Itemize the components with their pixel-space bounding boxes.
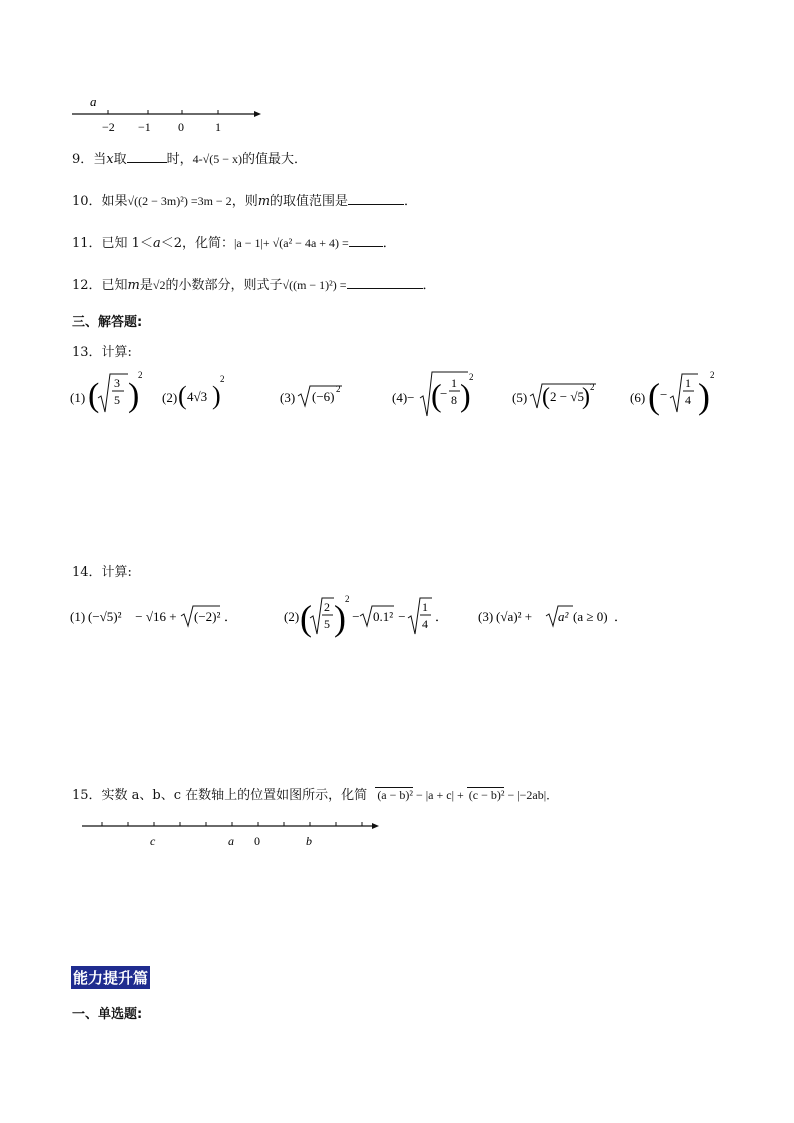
frac-num: 3 (114, 376, 120, 390)
p2-c: 0.1² (373, 609, 394, 624)
svg-text:−: − (440, 386, 448, 401)
item-index: (3) (478, 609, 494, 624)
question-10 (72, 190, 417, 209)
exponent: 2 (220, 374, 225, 384)
item-5-expr: 2 − √5 (550, 389, 584, 404)
svg-text:): ) (698, 376, 710, 416)
q9-tail: 的值最大． (242, 152, 308, 167)
q10-end: ． (404, 194, 418, 209)
q9-mid: 取 (113, 152, 127, 167)
number-line-top (68, 92, 268, 134)
axis-label-c: c (150, 834, 156, 848)
frac-num: 1 (422, 600, 428, 614)
frac-den: 5 (324, 617, 330, 631)
q10-tail: 的取值范围是 (270, 194, 349, 209)
q15-expr-b: − |a + c| + (413, 788, 467, 802)
answer-blank[interactable] (349, 234, 383, 247)
question-15 (72, 784, 558, 803)
q15-expr-d: − |−2ab|． (504, 788, 559, 802)
section-banner: 能力提升篇 (71, 966, 150, 989)
answer-blank[interactable] (127, 150, 167, 163)
q10-expression: √((2 − 3m)²) =3m − 2 (127, 194, 232, 208)
svg-text:(: ( (178, 381, 187, 410)
frac-den: 4 (685, 393, 691, 407)
item-index: (3) (280, 390, 296, 405)
question-12 (72, 274, 436, 293)
svg-text:(: ( (542, 384, 550, 410)
item-index: (2) (284, 609, 300, 624)
q15-text: 15．实数 a、b、c 在数轴上的位置如图所示，化简 (72, 788, 368, 803)
item-3-expr: (−6) (312, 389, 335, 404)
item-index: (6) (630, 390, 646, 405)
item-index: (4)− (392, 390, 415, 405)
item-index: (1) (70, 609, 86, 624)
svg-text:(: ( (431, 377, 442, 413)
svg-text:): ) (334, 598, 346, 638)
number-line-var: a (90, 94, 97, 109)
p1-b: − √16 + (132, 609, 180, 624)
svg-text:): ) (582, 384, 590, 410)
q9-expression: 4-√(5 − x) (192, 152, 242, 166)
frac-num: 1 (685, 376, 691, 390)
p3-end: ． (614, 609, 628, 624)
p1-end: ． (224, 609, 238, 624)
q9-after: 时， (166, 152, 193, 167)
frac-den: 4 (422, 617, 428, 631)
exponent: 2 (590, 382, 595, 392)
svg-text:(: ( (88, 377, 100, 414)
q11-expression: |a − 1|+ √(a² − 4a + 4) = (234, 236, 349, 250)
item-index: (1) (70, 390, 86, 405)
tick-label: 1 (215, 120, 221, 134)
p2-b: − (349, 609, 363, 624)
exponent: 2 (336, 384, 341, 394)
question-9 (72, 148, 307, 167)
svg-text:−: − (660, 387, 668, 402)
q12-sqrt2: √2 (152, 278, 166, 292)
tick-label: −1 (138, 120, 151, 134)
q15-expr-c: (c − b)² (468, 788, 505, 802)
axis-label-b: b (306, 834, 312, 848)
svg-text:(: ( (648, 376, 660, 416)
tick-label: −2 (102, 120, 115, 134)
frac-num: 2 (324, 600, 330, 614)
q15-expr-a: (a − b)² (377, 788, 413, 802)
exponent: 2 (710, 370, 715, 380)
answer-blank[interactable] (347, 276, 423, 289)
p2-end: ． (435, 609, 449, 624)
q12-mid: 是 (139, 278, 153, 293)
question-13-items (68, 368, 728, 424)
question-14-label: 14．计算: (72, 565, 132, 580)
p3-a: (√a)² + (496, 609, 536, 624)
frac-num: 1 (451, 376, 457, 390)
question-11 (72, 232, 396, 251)
svg-text:): ) (128, 377, 140, 414)
q12-num: 12．已知 (72, 278, 128, 293)
section-heading-1: 一、单选题: (72, 1007, 143, 1022)
item-2-expr: 4√3 (187, 389, 208, 404)
axis-label-a: a (228, 834, 234, 848)
section-heading-3: 三、解答题: (72, 315, 143, 330)
svg-text:): ) (460, 377, 471, 413)
item-index: (5) (512, 390, 528, 405)
question-13-label: 13．计算: (72, 345, 132, 360)
q10-mid: ，则 (231, 194, 258, 209)
number-line-q15 (78, 816, 388, 852)
frac-den: 8 (451, 393, 457, 407)
q11-num: 11．已知 1＜ (72, 236, 153, 251)
svg-text:2: 2 (345, 594, 350, 604)
exponent: 2 (138, 370, 143, 380)
p1-c: (−2)² (194, 609, 221, 624)
q11-var: a (152, 236, 161, 251)
p1-a: (−√5)² (88, 609, 122, 624)
q12-end: ． (422, 278, 436, 293)
question-14-items (68, 592, 628, 644)
item-index: (2) (162, 390, 178, 405)
p3-c: (a ≥ 0) (573, 609, 608, 624)
q12-mid2: 的小数部分，则式子 (165, 278, 283, 293)
q12-var: m (127, 278, 140, 293)
q10-var: m (257, 194, 271, 209)
frac-den: 5 (114, 393, 120, 407)
svg-text:(: ( (300, 598, 312, 638)
q10-num: 10．如果 (72, 194, 128, 209)
axis-label-0: 0 (254, 834, 260, 848)
exponent: 2 (469, 372, 474, 382)
q12-expression: √((m − 1)²) = (282, 278, 347, 292)
p2-d: − (395, 609, 409, 624)
svg-text:): ) (212, 381, 221, 410)
q11-end: ． (382, 236, 396, 251)
q11-cond: ＜2，化简： (160, 236, 234, 251)
q9-var: x (106, 152, 114, 167)
p3-b: a² (558, 609, 569, 624)
tick-label: 0 (178, 120, 184, 134)
q9-num: 9．当 (72, 152, 107, 167)
answer-blank[interactable] (348, 192, 404, 205)
